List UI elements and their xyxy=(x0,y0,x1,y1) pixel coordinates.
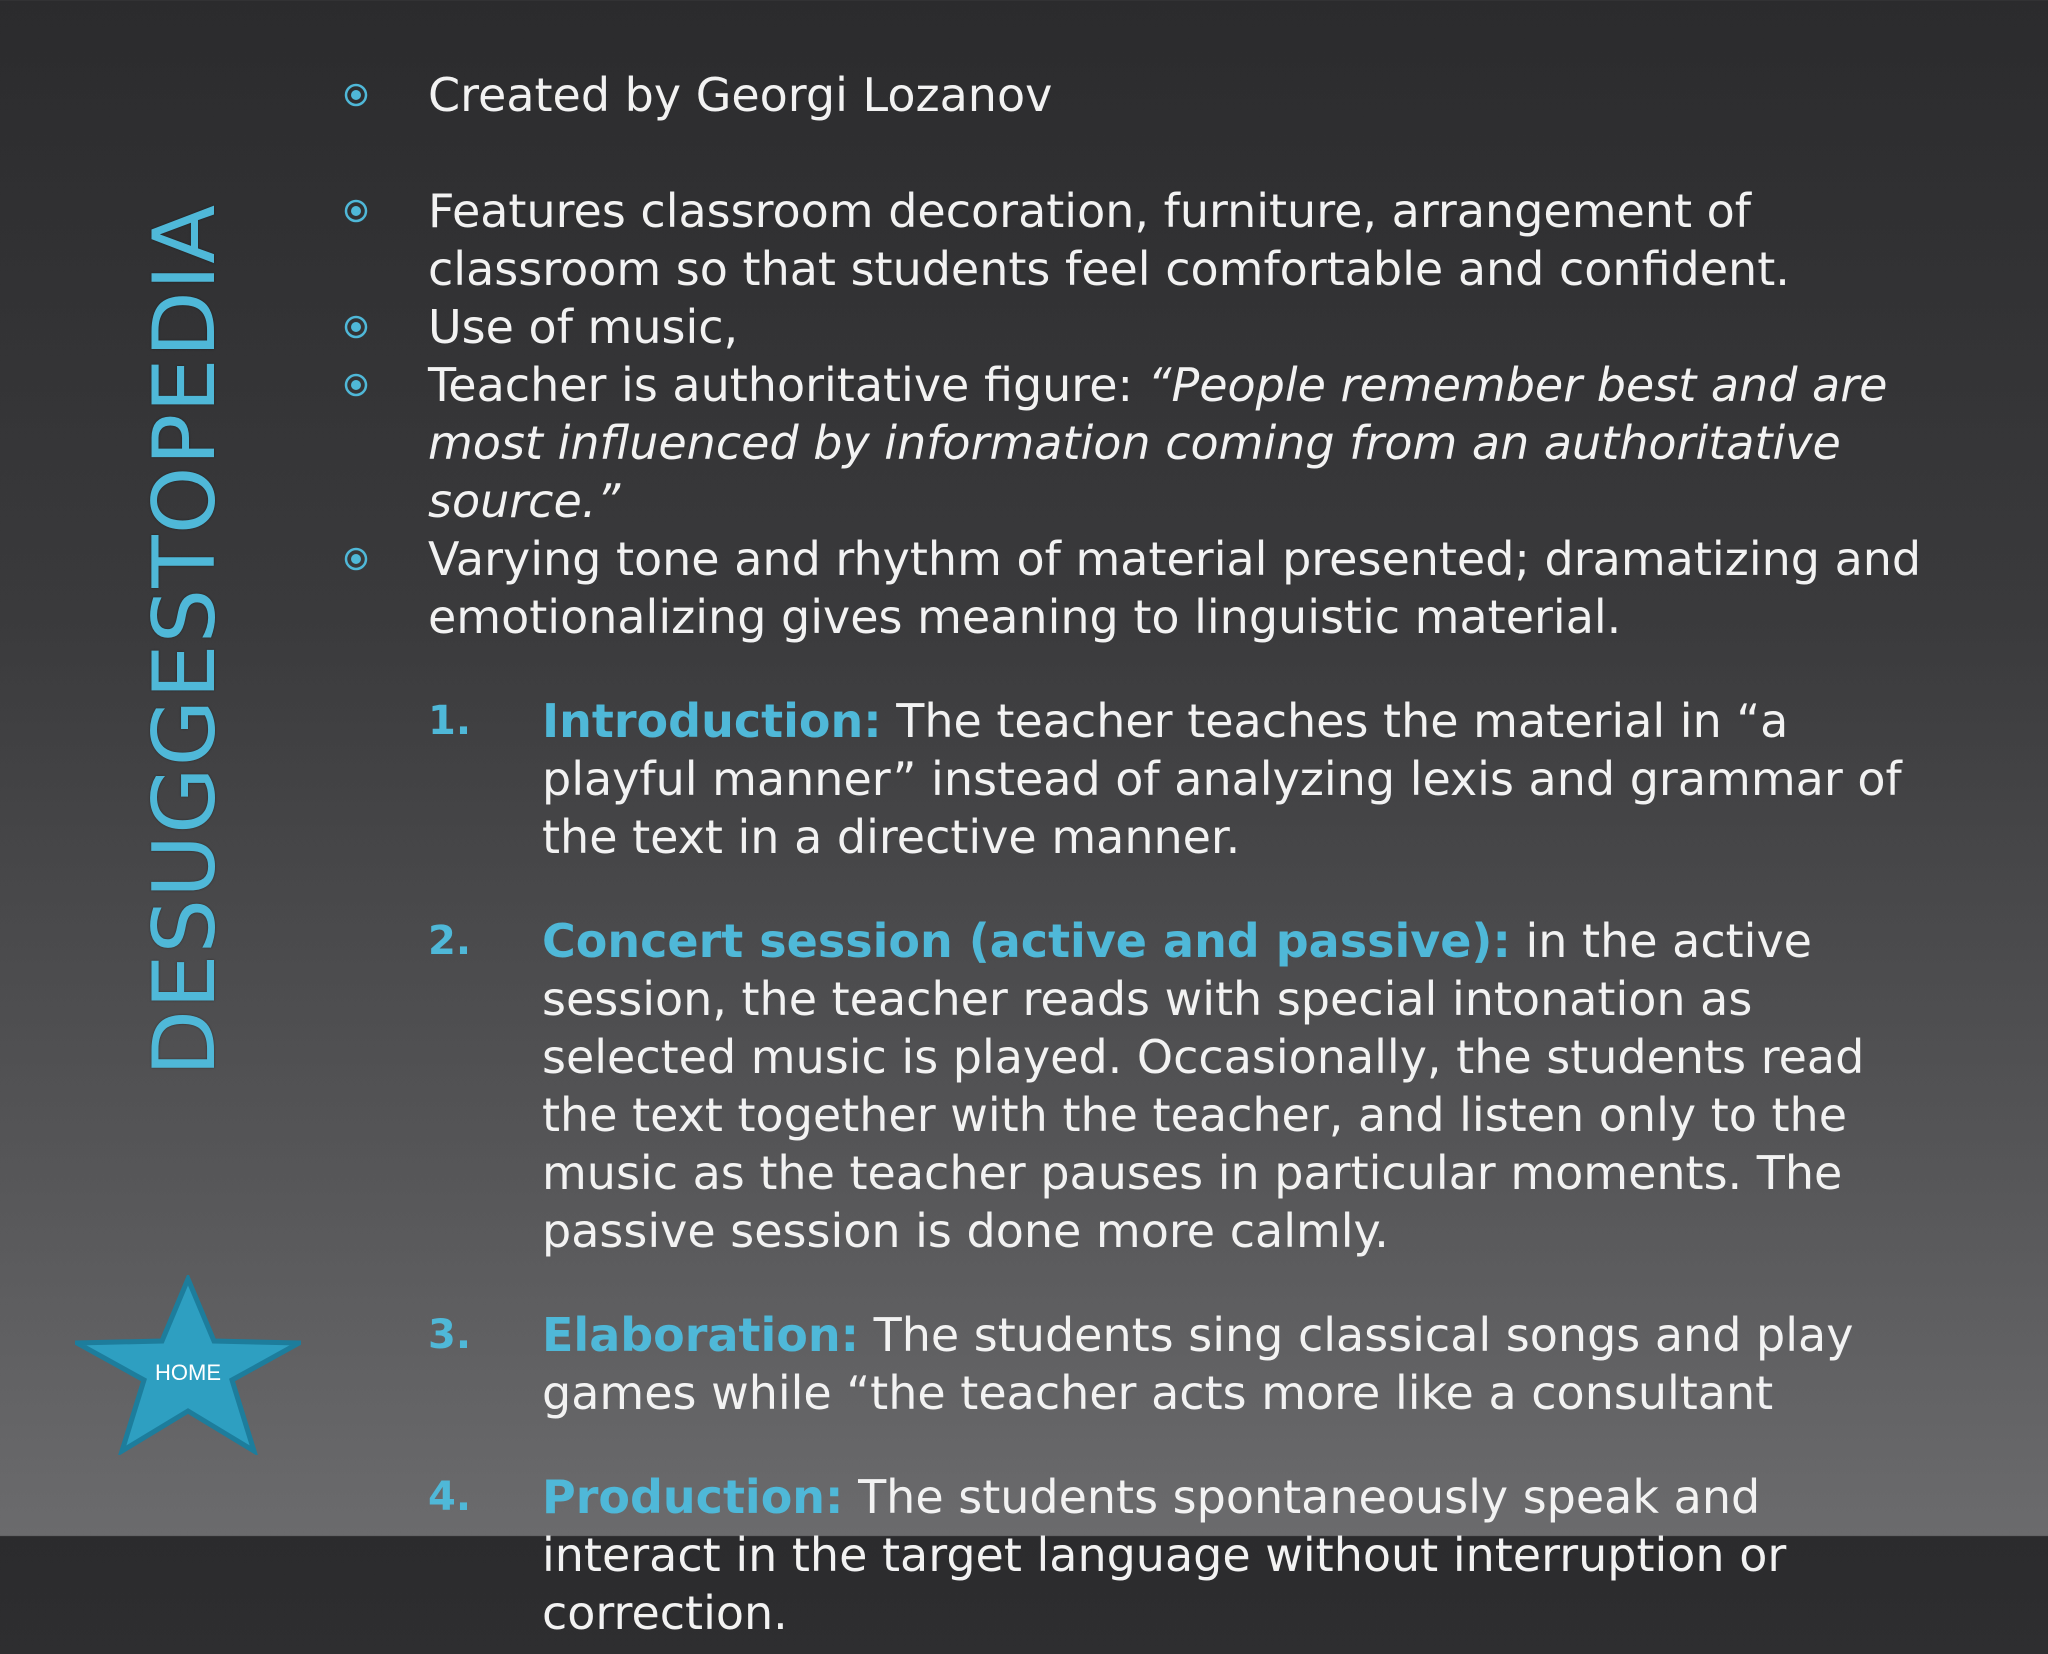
list-text: The teacher teaches the material in “a playful manner” instead of analyzing lexis and grammar of the text in a directive manner. xyxy=(542,694,1902,864)
bullet-item xyxy=(340,356,1940,530)
list-keyword: Elaboration: xyxy=(542,1308,859,1362)
bullet-item xyxy=(340,182,1940,298)
list-item xyxy=(340,692,1940,866)
list-text: in the active session, the teacher reads with special intonation as selected music is played. Occasionally, the students read the text together with the teacher, and listen only to the music as the teacher pauses in particular moments. The passive session is done more calmly. xyxy=(542,914,1865,1258)
bullet-item xyxy=(340,298,1940,356)
list-keyword: Production: xyxy=(542,1470,844,1524)
bullet-item xyxy=(340,66,1940,124)
list-number: 2. xyxy=(428,918,472,964)
bullet-icon xyxy=(344,315,368,339)
bullet-item xyxy=(340,530,1940,646)
home-label[interactable]: HOME xyxy=(155,1360,221,1385)
slide-title: DESUGGESTOPEDIA xyxy=(135,203,235,1077)
list-number: 3. xyxy=(428,1312,472,1358)
bullet-text: Features classroom decoration, furniture, arrangement of classroom so that students feel comfortable and confident. xyxy=(428,184,1790,296)
list-number: 1. xyxy=(428,698,472,744)
numbered-list xyxy=(340,692,1940,1642)
list-text: The students sing classical songs and play games while “the teacher acts more like a consultant xyxy=(542,1308,1854,1420)
slide-content xyxy=(340,66,1940,1654)
list-item xyxy=(340,912,1940,1260)
list-number: 4. xyxy=(428,1474,472,1520)
bullet-icon xyxy=(344,547,368,571)
bullet-icon xyxy=(344,373,368,397)
list-keyword: Concert session (active and passive): xyxy=(542,914,1511,968)
bullet-text: Teacher is authoritative figure: xyxy=(428,358,1134,412)
bullet-icon xyxy=(344,83,368,107)
list-item xyxy=(340,1306,1940,1422)
bullet-text: Varying tone and rhythm of material presented; dramatizing and emotionalizing gives meaning to linguistic material. xyxy=(428,532,1922,644)
list-text: The students spontaneously speak and interact in the target language without interruption or correction. xyxy=(542,1470,1787,1640)
list-item xyxy=(340,1468,1940,1642)
list-keyword: Introduction: xyxy=(542,694,882,748)
bullet-icon xyxy=(344,199,368,223)
bullet-quote: “People remember best and are most influenced by information coming from an authoritative source.” xyxy=(428,358,1888,528)
bullet-text: Use of music, xyxy=(428,300,739,354)
bullet-text: Created by Georgi Lozanov xyxy=(428,68,1053,122)
